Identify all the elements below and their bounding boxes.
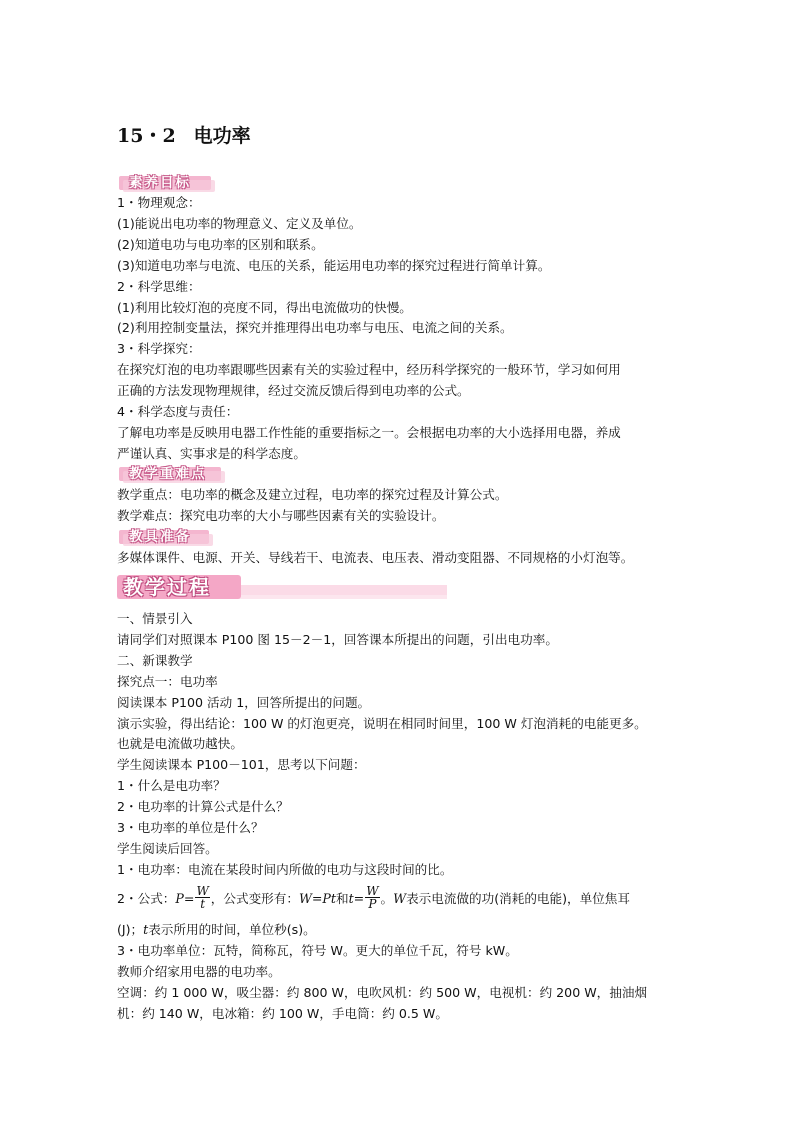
process-line: 学生阅读课本 P100－101，思考以下问题： — [117, 757, 366, 773]
goal-line: 3・科学探究： — [117, 341, 201, 357]
process-line: 1・电功率：电流在某段时间内所做的电功与这段时间的比。 — [117, 861, 453, 877]
section-number: 15・2 — [117, 125, 176, 147]
goal-line: 正确的方法发现物理规律，经过交流反馈后得到电功率的公式。 — [117, 383, 470, 399]
process-line: 学生阅读后回答。 — [117, 840, 218, 856]
goal-line: (2)知道电功与电功率的区别和联系。 — [117, 236, 324, 252]
process-line: 1・什么是电功率？ — [117, 778, 226, 794]
process-line: 机：约 140 W，电冰箱：约 100 W，手电筒：约 0.5 W。 — [117, 1005, 448, 1021]
process-line: 空调：约 1 000 W，吸尘器：约 800 W，电吹风机：约 500 W，电视机：约 200 W，抽油烟 — [117, 984, 648, 1000]
goal-line: (1)利用比较灯泡的亮度不同，得出电流做功的快慢。 — [117, 299, 412, 315]
tools-banner: 教具准备 — [119, 528, 201, 546]
process-line: 二、新课教学 — [117, 652, 193, 668]
process-line: 教师介绍家用电器的电功率。 — [117, 963, 281, 979]
process-line: 演示实验，得出结论：100 W 的灯泡更亮，说明在相同时间里，100 W 灯泡消耗的电能更多。 — [117, 715, 647, 731]
goal-line: 1・物理观念： — [117, 195, 201, 210]
process-line: 阅读课本 P100 活动 1，回答所提出的问题。 — [117, 694, 371, 710]
process-line: 请同学们对照课本 P100 图 15－2－1，回答课本所提出的问题，引出电功率。 — [117, 631, 558, 647]
goal-line: (1)能说出电功率的物理意义、定义及单位。 — [117, 215, 362, 231]
goals-banner: 素养目标 — [119, 174, 201, 192]
process-banner: 教学过程 — [117, 573, 447, 601]
goal-line: 严谨认真、实事求是的科学态度。 — [117, 445, 306, 461]
fraction-w-over-t: $\frac{W}{t}$ — [196, 884, 209, 911]
page-title — [117, 121, 251, 148]
goal-line: 在探究灯泡的电功率跟哪些因素有关的实验过程中，经历科学探究的一般环节，学习如何用 — [117, 362, 621, 378]
difficulty-line: 教学难点：探究电功率的大小与哪些因素有关的实验设计。 — [117, 508, 445, 523]
section-title: 电功率 — [193, 125, 251, 147]
goal-line: 2・科学思维： — [117, 278, 201, 294]
process-line: 探究点一：电功率 — [117, 673, 218, 689]
keypoint-line: 教学重点：电功率的概念及建立过程，电功率的探究过程及计算公式。 — [117, 487, 508, 502]
process-line: 3・电功率单位：瓦特，简称瓦，符号 W。更大的单位千瓦，符号 kW。 — [117, 943, 518, 958]
goal-line: (2)利用控制变量法，探究并推理得出电功率与电压、电流之间的关系。 — [117, 320, 513, 336]
process-line: 3・电功率的单位是什么？ — [117, 820, 264, 835]
goal-line: 了解电功率是反映用电器工作性能的重要指标之一。会根据电功率的大小选择用电器，养成 — [117, 424, 621, 440]
goal-line: 4・科学态度与责任： — [117, 404, 239, 419]
process-line: 一、情景引入 — [117, 611, 193, 626]
keypoints-banner: 教学重难点 — [119, 465, 217, 483]
formula-line: 2・公式：P= $\frac{W}{t}$ ，公式变形有：W=Pt和t= $\frac{W}{P}$ 。W表示电流做的功(消耗的电能)，单位焦耳 — [117, 884, 630, 911]
fraction-w-over-p: $\frac{W}{P}$ — [366, 884, 379, 911]
goal-line: (3)知道电功率与电流、电压的关系，能运用电功率的探究过程进行简单计算。 — [117, 257, 551, 273]
process-line: 2・电功率的计算公式是什么？ — [117, 799, 289, 815]
tools-line: 多媒体课件、电源、开关、导线若干、电流表、电压表、滑动变阻器、不同规格的小灯泡等。 — [117, 550, 634, 565]
process-line: 也就是电流做功越快。 — [117, 736, 243, 752]
formula-line-2: (J)；t表示所用的时间，单位秒(s)。 — [117, 922, 316, 937]
